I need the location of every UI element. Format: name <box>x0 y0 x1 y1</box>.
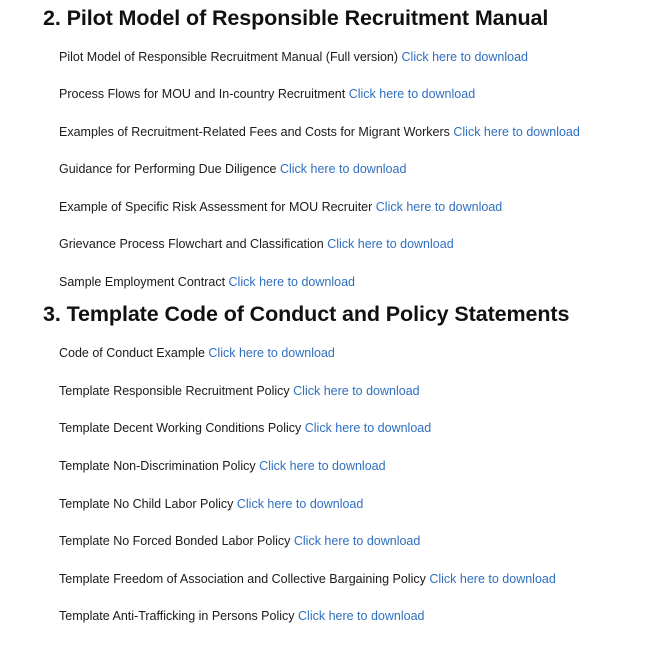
item-label: Template Responsible Recruitment Policy <box>59 384 290 398</box>
item-label: Examples of Recruitment-Related Fees and Costs for Migrant Workers <box>59 125 450 139</box>
download-link[interactable]: Click here to download <box>279 162 407 176</box>
download-item <box>59 458 386 474</box>
download-item <box>59 236 454 252</box>
item-label: Process Flows for MOU and In-country Recruitment <box>59 87 346 101</box>
download-link[interactable]: Click here to download <box>401 50 528 64</box>
download-item <box>59 496 363 512</box>
item-label: Guidance for Performing Due Diligence <box>59 162 277 176</box>
download-link[interactable]: Click here to download <box>375 200 503 214</box>
download-link[interactable]: Click here to download <box>453 125 580 139</box>
download-item <box>59 420 431 436</box>
item-label: Grievance Process Flowchart and Classification <box>59 237 324 251</box>
download-item <box>59 533 420 549</box>
item-label: Template Non-Discrimination Policy <box>59 459 256 473</box>
download-item <box>59 608 424 624</box>
download-link[interactable]: Click here to download <box>208 346 335 360</box>
download-item <box>59 571 556 587</box>
download-item <box>59 124 580 140</box>
download-item <box>59 161 406 177</box>
section-heading-code-of-conduct: 3. Template Code of Conduct and Policy Statements <box>43 302 570 326</box>
download-link[interactable]: Click here to download <box>236 497 364 511</box>
item-label: Template Anti-Trafficking in Persons Policy <box>59 609 295 623</box>
download-link[interactable]: Click here to download <box>293 384 420 398</box>
download-item <box>59 86 475 102</box>
download-link[interactable]: Click here to download <box>293 534 421 548</box>
download-item <box>59 199 502 215</box>
download-link[interactable]: Click here to download <box>429 572 556 586</box>
download-item <box>59 383 420 399</box>
download-link[interactable]: Click here to download <box>348 87 476 101</box>
item-label: Template No Child Labor Policy <box>59 497 234 511</box>
download-item <box>59 274 355 290</box>
item-label: Pilot Model of Responsible Recruitment Manual (Full version) <box>59 50 399 64</box>
download-item <box>59 49 528 65</box>
download-link[interactable]: Click here to download <box>327 237 454 251</box>
download-link[interactable]: Click here to download <box>228 275 355 289</box>
item-label: Template Freedom of Association and Collective Bargaining Policy <box>59 572 426 586</box>
item-label: Template Decent Working Conditions Policy <box>59 421 302 435</box>
download-link[interactable]: Click here to download <box>259 459 386 473</box>
section-heading-pilot-model: 2. Pilot Model of Responsible Recruitment Manual <box>43 6 549 30</box>
item-label: Code of Conduct Example <box>59 346 205 360</box>
download-link[interactable]: Click here to download <box>304 421 432 435</box>
download-link[interactable]: Click here to download <box>298 609 425 623</box>
item-label: Template No Forced Bonded Labor Policy <box>59 534 291 548</box>
item-label: Sample Employment Contract <box>59 275 226 289</box>
item-label: Example of Specific Risk Assessment for MOU Recruiter <box>59 200 373 214</box>
download-item <box>59 345 335 361</box>
